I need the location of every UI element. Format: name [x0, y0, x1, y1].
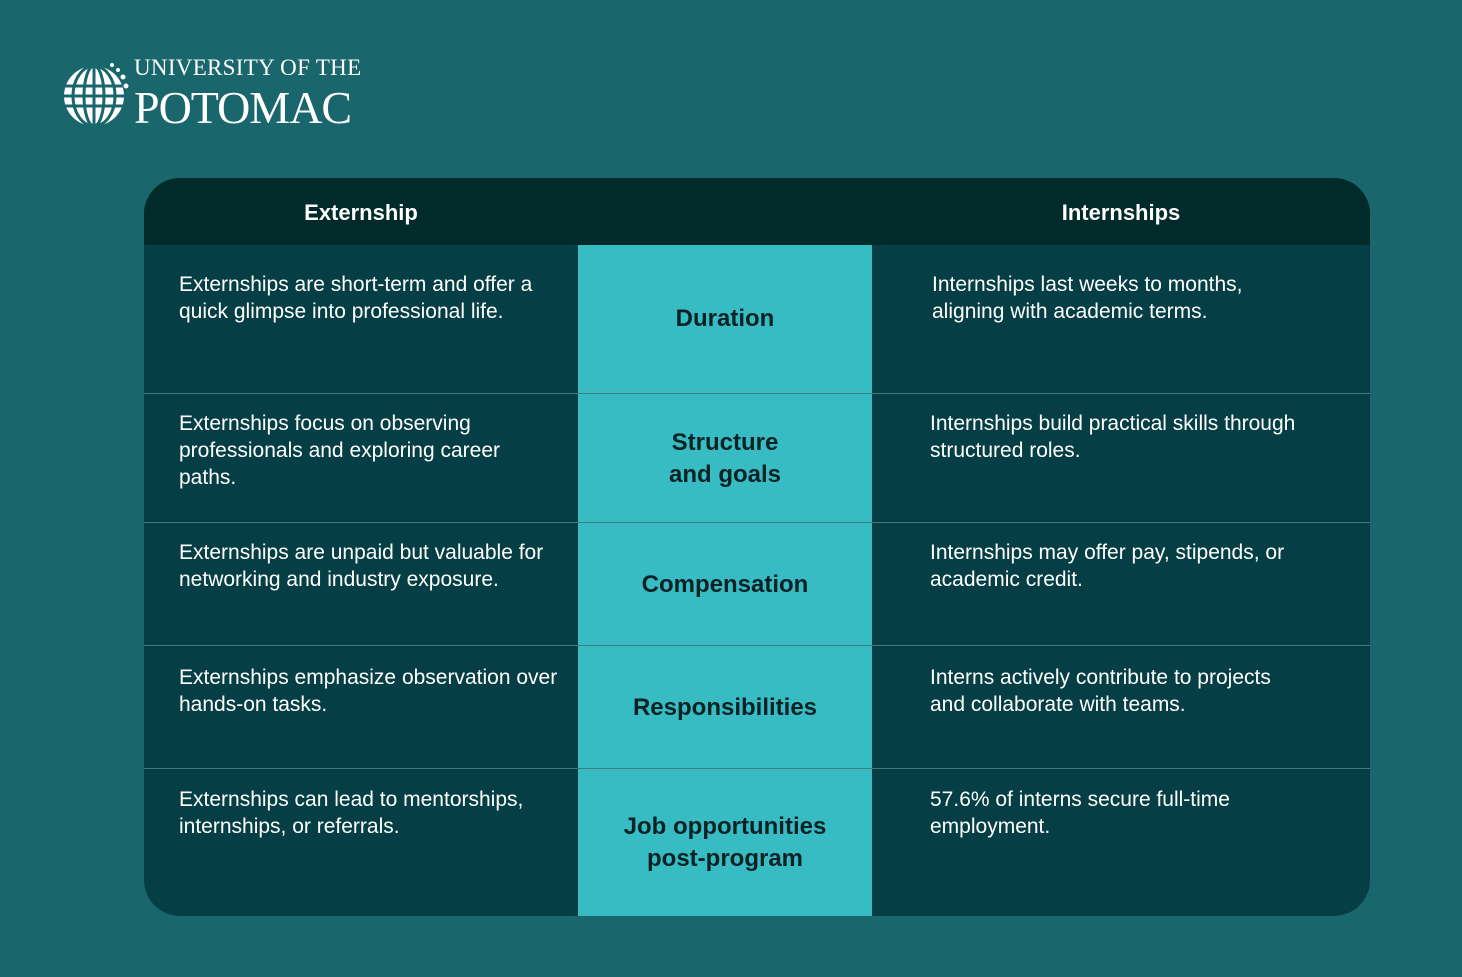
category-cell: Responsibilities	[578, 646, 872, 769]
logo-line-2: POTOMAC	[134, 82, 352, 133]
logo-line-1: UNIVERSITY OF THE	[134, 55, 362, 80]
internship-cell	[872, 394, 1370, 523]
table-row	[144, 645, 1370, 769]
externship-cell	[144, 769, 578, 916]
internship-text: Internships build practical skills through structured roles.	[930, 412, 1296, 462]
globe-icon	[60, 60, 130, 128]
internship-cell	[872, 523, 1370, 646]
externship-cell	[144, 523, 578, 646]
comparison-table	[144, 178, 1370, 916]
externship-text: Externships emphasize observation over hands-on tasks.	[179, 666, 558, 716]
table-row	[144, 522, 1370, 646]
table-row	[144, 393, 1370, 523]
internship-text: Interns actively contribute to projects and collaborate with teams.	[930, 666, 1271, 716]
internship-text: Internships may offer pay, stipends, or academic credit.	[930, 541, 1285, 591]
internship-cell	[872, 646, 1370, 769]
externship-text: Externships are unpaid but valuable for networking and industry exposure.	[179, 541, 544, 591]
category-cell: Duration	[578, 245, 872, 393]
header-internships: Internships	[1061, 200, 1181, 225]
externship-text: Externships are short-term and offer a quick glimpse into professional life.	[179, 273, 533, 323]
header-externship: Externship	[304, 200, 418, 225]
table-row	[144, 768, 1370, 916]
category-cell: Compensation	[578, 523, 872, 646]
university-logo	[60, 54, 361, 134]
category-cell: Structure and goals	[578, 394, 872, 523]
category-cell: Job opportunities post-program	[578, 769, 872, 916]
internship-text: Internships last weeks to months, aligning with academic terms.	[932, 273, 1243, 323]
table-header	[144, 178, 1370, 245]
table-row	[144, 245, 1370, 393]
internship-cell	[872, 769, 1370, 916]
externship-cell	[144, 245, 578, 393]
externship-cell	[144, 394, 578, 523]
externship-cell	[144, 646, 578, 769]
externship-text: Externships focus on observing professionals and exploring career paths.	[179, 412, 501, 489]
internship-cell	[872, 245, 1370, 393]
externship-text: Externships can lead to mentorships, internships, or referrals.	[179, 788, 524, 838]
internship-text: 57.6% of interns secure full-time employment.	[930, 788, 1230, 838]
